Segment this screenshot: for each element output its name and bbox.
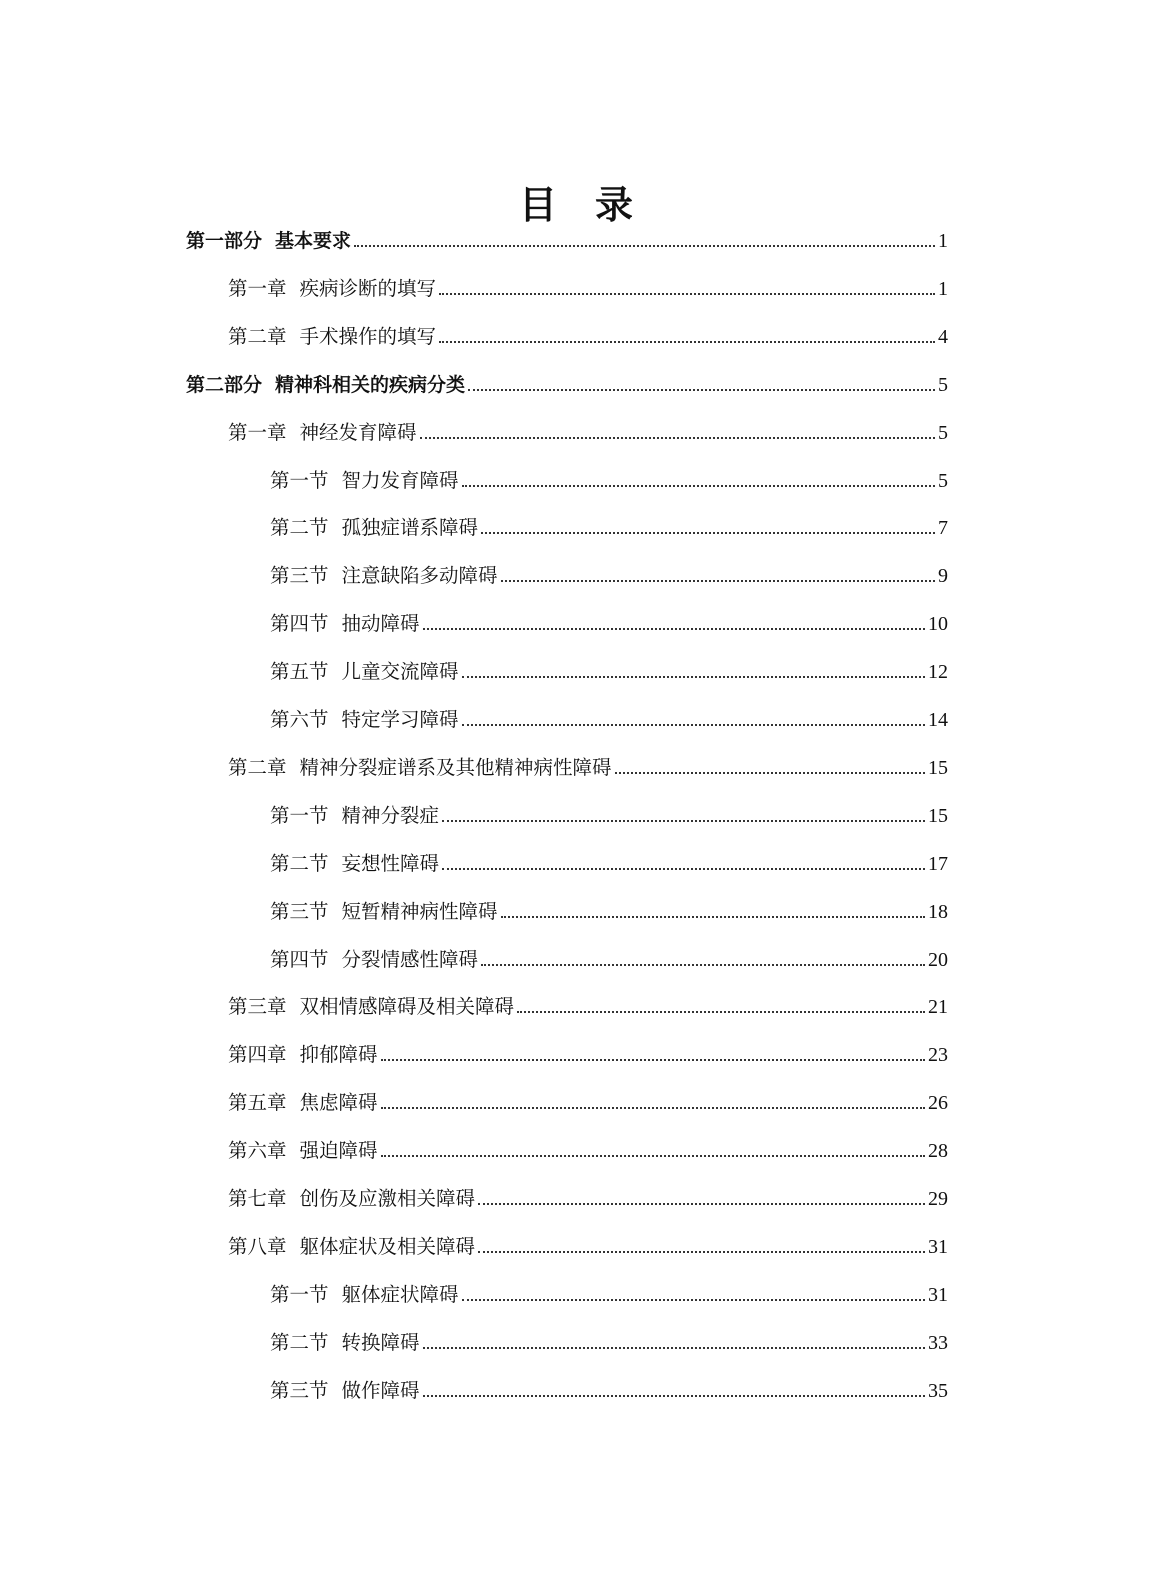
toc-page-number: 23: [928, 1044, 948, 1067]
toc-entry-label: [228, 1043, 378, 1067]
page-title: 目 录: [518, 183, 633, 228]
toc-entry-number: 第六节: [270, 708, 329, 731]
toc-entry-title: 强迫障碍: [299, 1139, 378, 1163]
toc-entry-label: [186, 229, 351, 253]
toc-entry-number: 第二部分: [186, 373, 263, 396]
toc-entry-part[interactable]: [186, 363, 948, 397]
toc-page-number: 12: [928, 661, 948, 684]
dot-leader: [381, 1107, 925, 1109]
toc-entry-number: 第三节: [270, 564, 329, 588]
toc-entry-title: 焦虑障碍: [299, 1091, 378, 1115]
toc-entry-number: 第一节: [270, 1282, 329, 1306]
toc-entry-number: 第一节: [270, 468, 329, 492]
toc-entry-number: 第六章: [228, 1139, 287, 1163]
toc-entry-section[interactable]: [270, 459, 948, 493]
toc-entry-title: 躯体症状障碍: [341, 1282, 459, 1306]
dot-leader: [462, 1299, 925, 1301]
dot-leader: [517, 1011, 925, 1013]
dot-leader: [501, 580, 935, 582]
toc-entry-label: [228, 421, 417, 445]
toc-entry-number: 第四章: [228, 1043, 287, 1067]
toc-entry-section[interactable]: [270, 842, 948, 876]
dot-leader: [423, 628, 925, 630]
toc-entry-section[interactable]: [270, 554, 948, 588]
toc-page-number: 29: [928, 1188, 948, 1210]
toc-entry-title: 短暂精神病性障碍: [341, 899, 498, 923]
toc-entry-label: [270, 564, 498, 588]
toc-page-number: 31: [928, 1235, 948, 1258]
toc-entry-number: 第一节: [270, 803, 329, 827]
toc-entry-number: 第三节: [270, 899, 329, 923]
toc-page-number: 1: [938, 277, 948, 300]
toc-page-number: 21: [928, 996, 948, 1019]
toc-entry-label: [270, 1283, 459, 1307]
toc-page-number: 4: [938, 325, 948, 348]
toc-entry-number: 第八章: [228, 1234, 287, 1258]
toc-entry-number: 第七章: [228, 1187, 287, 1210]
toc-entry-chapter[interactable]: [228, 985, 948, 1019]
toc-page-number: 35: [928, 1379, 948, 1402]
toc-entry-label: [228, 756, 612, 780]
dot-leader: [381, 1155, 925, 1157]
dot-leader: [481, 964, 925, 966]
dot-leader: [481, 532, 935, 534]
toc-entry-label: [270, 948, 478, 972]
toc-entry-section[interactable]: [270, 1321, 948, 1355]
toc-entry-chapter[interactable]: [228, 1081, 948, 1115]
toc-entry-section[interactable]: [270, 506, 948, 540]
toc-page-number: 7: [938, 517, 948, 540]
toc-entry-title: 注意缺陷多动障碍: [341, 564, 498, 588]
toc-entry-chapter[interactable]: [228, 1225, 948, 1259]
toc-entry-section[interactable]: [270, 938, 948, 972]
toc-entry-number: 第三章: [228, 995, 287, 1019]
dot-leader: [381, 1059, 925, 1061]
toc-entry-number: 第四节: [270, 612, 329, 636]
toc-page-number: 5: [938, 469, 948, 492]
dot-leader: [423, 1395, 925, 1397]
toc-entry-label: [270, 1331, 420, 1355]
toc-entry-number: 第二节: [270, 516, 329, 540]
toc-entry-label: [228, 1187, 475, 1211]
toc-entry-label: [270, 660, 459, 684]
toc-page-number: 18: [928, 900, 948, 923]
toc-entry-section[interactable]: [270, 650, 948, 684]
toc-entry-label: [228, 277, 436, 301]
toc-page-number: 10: [928, 613, 948, 636]
toc-entry-chapter[interactable]: [228, 1129, 948, 1163]
dot-leader: [462, 485, 935, 487]
dot-leader: [478, 1203, 925, 1205]
toc-entry-title: 精神分裂症谱系及其他精神病性障碍: [299, 755, 612, 779]
toc-page-number: 33: [928, 1331, 948, 1354]
toc-entry-title: 躯体症状及相关障碍: [299, 1234, 476, 1258]
toc-entry-label: [270, 804, 439, 828]
toc-entry-label: [228, 995, 514, 1019]
toc-entry-number: 第二章: [228, 324, 287, 348]
toc-entry-chapter[interactable]: [228, 267, 948, 301]
toc-page-number: 20: [928, 948, 948, 971]
dot-leader: [462, 724, 925, 726]
toc-entry-chapter[interactable]: [228, 746, 948, 780]
toc-entry-title: 神经发育障碍: [299, 420, 417, 444]
toc-entry-part[interactable]: [186, 219, 948, 253]
toc-entry-title: 妄想性障碍: [341, 851, 440, 875]
toc-entry-label: [270, 900, 498, 924]
toc-entry-title: 疾病诊断的填写: [299, 276, 437, 300]
toc-entry-title: 基本要求: [275, 230, 352, 252]
toc-entry-number: 第二节: [270, 851, 329, 875]
toc-entry-title: 创伤及应激相关障碍: [299, 1187, 476, 1210]
toc-entry-chapter[interactable]: [228, 1177, 948, 1211]
dot-leader: [439, 293, 935, 295]
toc-entry-number: 第五章: [228, 1091, 287, 1115]
toc-page-number: 5: [938, 421, 948, 444]
toc-page-number: 31: [928, 1283, 948, 1306]
toc-entry-title: 特定学习障碍: [341, 708, 459, 731]
toc-entry-number: 第二章: [228, 755, 287, 779]
toc-page-number: 1: [938, 230, 948, 252]
toc-entry-label: [228, 1139, 378, 1163]
toc-entry-title: 精神分裂症: [341, 803, 440, 827]
dot-leader: [420, 437, 935, 439]
toc-entry-title: 做作障碍: [341, 1378, 420, 1402]
dot-leader: [478, 1251, 925, 1253]
toc-entry-label: [270, 852, 439, 876]
toc-page-number: 5: [938, 373, 948, 396]
dot-leader: [354, 245, 935, 247]
toc-page-number: 26: [928, 1092, 948, 1115]
toc-entry-title: 双相情感障碍及相关障碍: [299, 995, 515, 1019]
toc-entry-title: 儿童交流障碍: [341, 660, 459, 684]
toc-page-number: 15: [928, 756, 948, 779]
toc-entry-chapter[interactable]: [228, 315, 948, 349]
toc-entry-label: [228, 1091, 378, 1115]
toc-entry-label: [270, 708, 459, 732]
toc-entry-title: 孤独症谱系障碍: [341, 516, 479, 540]
toc-entry-section[interactable]: [270, 602, 948, 636]
toc-entry-number: 第一部分: [186, 230, 263, 252]
toc-entry-label: [270, 612, 420, 636]
toc-entry-title: 智力发育障碍: [341, 468, 459, 492]
toc-entry-label: [186, 373, 465, 397]
dot-leader: [442, 820, 925, 822]
toc-entry-label: [270, 469, 459, 493]
toc-page-number: 28: [928, 1140, 948, 1163]
toc-entry-section[interactable]: [270, 890, 948, 924]
toc-page-number: 9: [938, 565, 948, 588]
toc-page-number: 14: [928, 709, 948, 731]
toc-entry-title: 精神科相关的疾病分类: [275, 373, 466, 396]
toc-entry-number: 第一章: [228, 276, 287, 300]
toc-entry-section[interactable]: [270, 698, 948, 732]
toc-page-number: 17: [928, 852, 948, 875]
dot-leader: [462, 676, 925, 678]
toc-entry-number: 第四节: [270, 947, 329, 971]
toc-entry-title: 抽动障碍: [341, 612, 420, 636]
dot-leader: [615, 772, 925, 774]
toc-entry-label: [270, 1379, 420, 1403]
toc-entry-label: [270, 516, 478, 540]
toc-entry-section[interactable]: [270, 794, 948, 828]
toc-entry-title: 手术操作的填写: [299, 324, 437, 348]
dot-leader: [439, 341, 935, 343]
toc-entry-chapter[interactable]: [228, 1033, 948, 1067]
toc-entry-number: 第一章: [228, 420, 287, 444]
toc-entry-title: 分裂情感性障碍: [341, 947, 479, 971]
dot-leader: [501, 916, 925, 918]
toc-entry-title: 抑郁障碍: [299, 1043, 378, 1067]
toc-entry-number: 第五节: [270, 660, 329, 684]
dot-leader: [442, 868, 925, 870]
toc-entry-label: [228, 1235, 475, 1259]
toc-entry-number: 第三节: [270, 1378, 329, 1402]
toc-page-number: 15: [928, 804, 948, 827]
toc-entry-chapter[interactable]: [228, 411, 948, 445]
dot-leader: [423, 1347, 925, 1349]
toc-entry-section[interactable]: [270, 1369, 948, 1403]
toc-entry-title: 转换障碍: [341, 1330, 420, 1354]
toc-entry-section[interactable]: [270, 1273, 948, 1307]
toc-entry-number: 第二节: [270, 1330, 329, 1354]
toc-entry-label: [228, 325, 436, 349]
dot-leader: [468, 389, 935, 391]
